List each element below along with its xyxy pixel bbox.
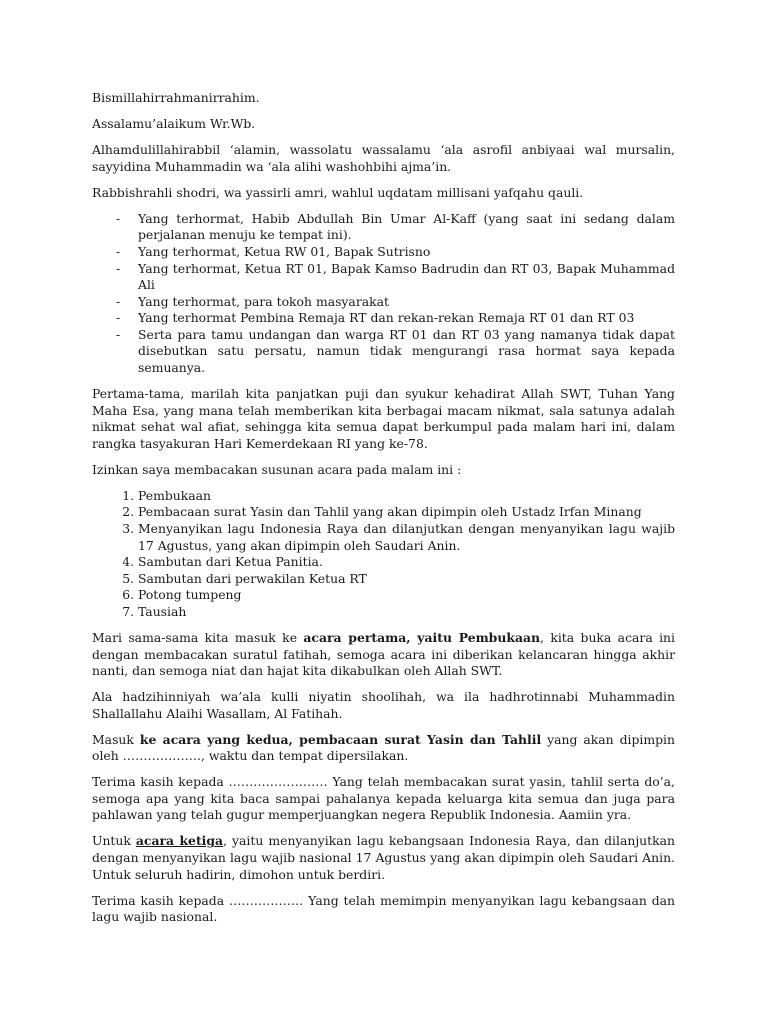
- text-run: yang akan dipimpin oleh ………………., waktu dan tempat dipersilakan.: [92, 731, 675, 764]
- text-run: Mari sama-sama kita masuk ke: [92, 629, 304, 645]
- paragraph-thanks-yasin: Terima kasih kepada …………………… Yang telah membacakan surat yasin, tahlil serta do’a, semoga apa yang kita baca sampai pahalanya kepada keluarga kita semua dan juga para pahlawan yang telah gugur memperjuangkan negera Republik Indonesia. Aamiin yra.: [92, 774, 675, 823]
- agenda-item: 5. Sambutan dari perwakilan Ketua RT: [138, 571, 675, 588]
- paragraph-doa: Rabbishrahli shodri, wa yassirli amri, wahlul uqdatam millisani yafqahu qauli.: [92, 184, 584, 200]
- greeting-item: - Yang terhormat, para tokoh masyarakat: [138, 294, 675, 311]
- paragraph-basmalah: Bismillahirrahmanirrahim.: [92, 90, 260, 105]
- paragraph-acara-pertama: [92, 630, 675, 680]
- text-run: , yaitu menyanyikan lagu kebangsaan Indonesia Raya, dan dilanjutkan dengan menyanyikan lagu wajib nasional 17 Agustus yang akan dipimpin oleh Saudari Anin. Untuk seluruh hadirin, dimohon untuk berdiri.: [92, 833, 675, 882]
- paragraph-salam: Assalamu’alaikum Wr.Wb.: [92, 116, 256, 132]
- agenda-item: 4. Sambutan dari Ketua Panitia.: [138, 554, 675, 571]
- text-run: Untuk: [92, 833, 136, 849]
- agenda-item: 3. Menyanyikan lagu Indonesia Raya dan dilanjutkan dengan menyanyikan lagu wajib 17 Agustus, yang akan dipimpin oleh Saudari Anin.: [138, 521, 675, 554]
- bold-run: acara pertama, yaitu Pembukaan: [303, 629, 541, 645]
- agenda-item: 1. Pembukaan: [138, 488, 675, 505]
- agenda-item: 2. Pembacaan surat Yasin dan Tahlil yang akan dipimpin oleh Ustadz Irfan Minang: [138, 504, 675, 521]
- text-run: , kita buka acara ini dengan membacakan suratul fatihah, semoga acara ini diberikan kelancaran hingga akhir nanti, dan semoga niat dan hajat kita dikabulkan oleh Allah SWT.: [92, 629, 675, 679]
- text-run: Masuk: [92, 731, 140, 747]
- greetings-list: [92, 211, 675, 377]
- underline-run: acara ketiga: [135, 833, 224, 849]
- agenda-item: 6. Potong tumpeng: [138, 587, 675, 604]
- bold-run: ke acara yang kedua, pembacaan surat Yasin dan Tahlil: [139, 731, 542, 747]
- paragraph-fatihah: Ala hadzihinniyah wa’ala kulli niyatin shoolihah, wa ila hadhrotinnabi Muhammadin Shallallahu Alaihi Wasallam, Al Fatihah.: [92, 689, 675, 721]
- agenda-item: 7. Tausiah: [138, 604, 675, 621]
- paragraph-opening: Pertama-tama, marilah kita panjatkan puji dan syukur kehadirat Allah SWT, Tuhan Yang Maha Esa, yang mana telah memberikan kita berbagai macam nikmat, sala satunya adalah nikmat sehat wal afiat, sehingga kita semua dapat berkumpul pada malam hari ini, dalam rangka tasyakuran Hari Kemerdekaan RI yang ke-78.: [92, 386, 675, 451]
- paragraph-acara-ketiga: [92, 833, 675, 883]
- paragraph-hamdalah: Alhamdulillahirabbil ‘alamin, wassolatu wassalamu ‘ala asrofil anbiyaai wal mursalin, sayyidina Muhammadin wa ‘ala alihi washohbihi ajma’in.: [92, 142, 675, 174]
- greeting-item: - Yang terhormat, Ketua RW 01, Bapak Sutrisno: [138, 244, 675, 261]
- agenda-list: [92, 488, 675, 621]
- paragraph-thanks-lagu: Terima kasih kepada ……………… Yang telah memimpin menyanyikan lagu kebangsaan dan lagu wajib nasional.: [92, 892, 675, 925]
- greeting-item: - Yang terhormat, Habib Abdullah Bin Umar Al-Kaff (yang saat ini sedang dalam perjalanan menuju ke tempat ini).: [138, 211, 675, 244]
- bold-run: [136, 833, 223, 848]
- greeting-item: - Yang terhormat, Ketua RT 01, Bapak Kamso Badrudin dan RT 03, Bapak Muhammad Ali: [138, 261, 675, 294]
- greeting-item: - Serta para tamu undangan dan warga RT 01 dan RT 03 yang namanya tidak dapat disebutkan satu persatu, namun tidak mengurangi rasa hormat saya kepada semuanya.: [138, 327, 675, 377]
- paragraph-acara-kedua: [92, 732, 675, 765]
- greeting-item: - Yang terhormat Pembina Remaja RT dan rekan-rekan Remaja RT 01 dan RT 03: [138, 310, 675, 327]
- paragraph-agenda-intro: Izinkan saya membacakan susunan acara pada malam ini :: [92, 461, 462, 477]
